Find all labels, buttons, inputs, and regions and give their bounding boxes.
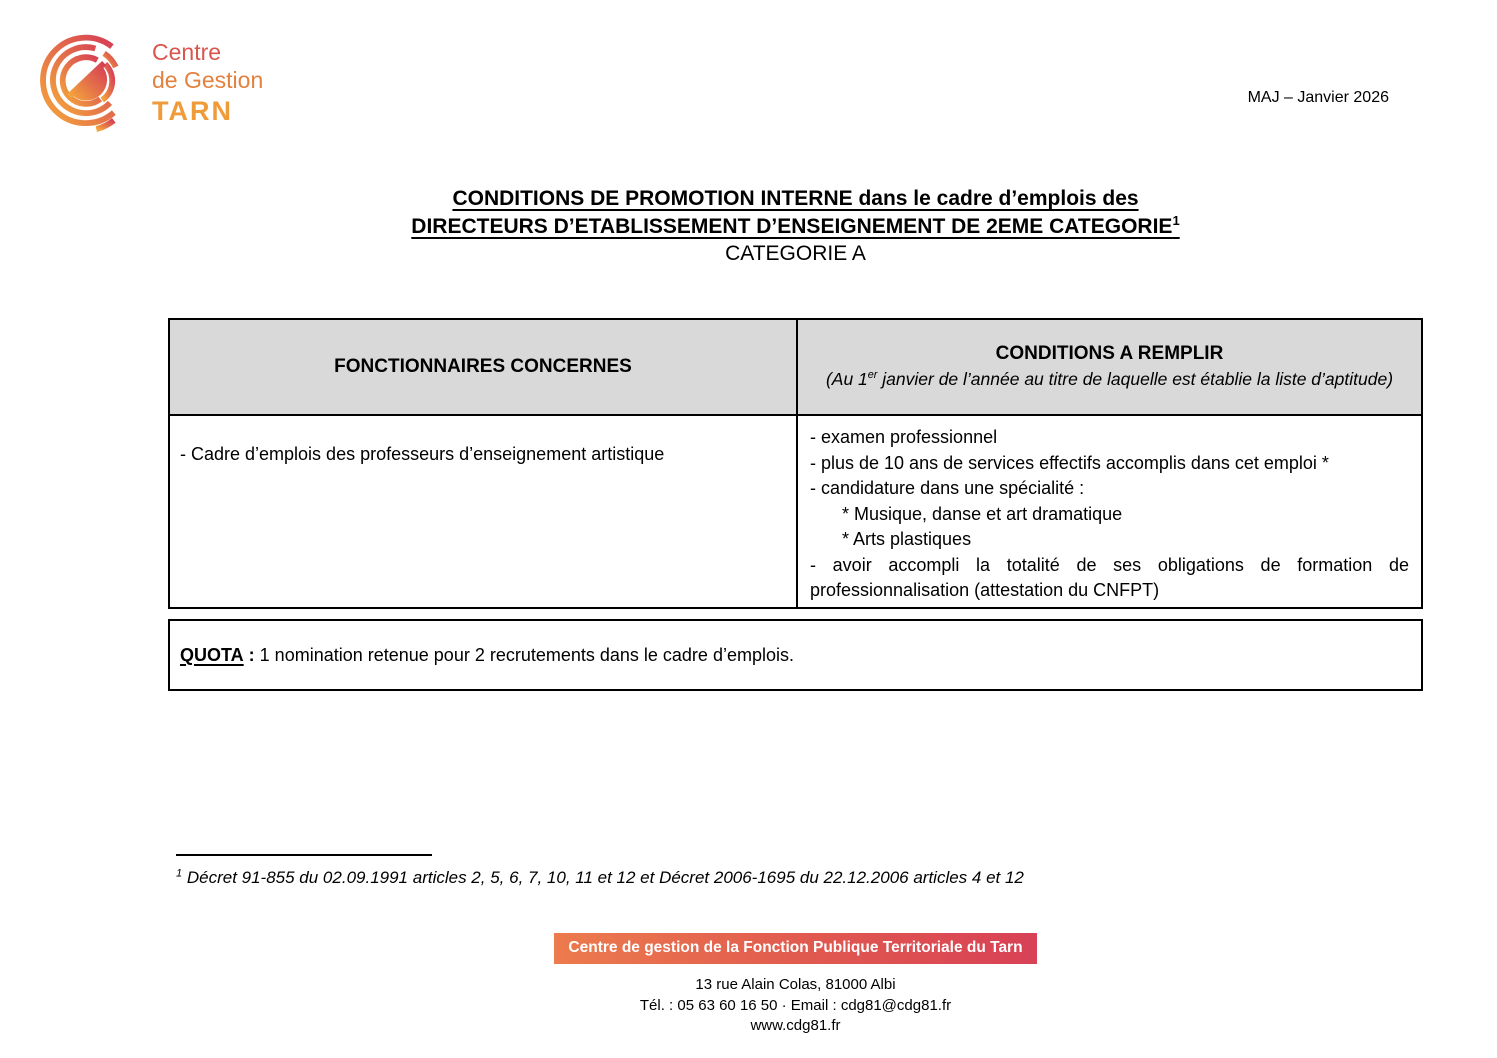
footer-contact-line: Tél. : 05 63 60 16 50 · Email : cdg81@cdg81.fr: [639, 996, 952, 1014]
cell-cadre-emplois: [170, 416, 798, 607]
condition-item: * Arts plastiques: [842, 529, 972, 549]
conditions-table: [168, 318, 1423, 609]
page-title: [168, 185, 1423, 268]
footer-website: www.cdg81.fr: [750, 1017, 841, 1034]
table-header-row: [170, 320, 1421, 416]
footer-address-block: [168, 975, 1423, 1037]
title-footnote-ref: 1: [1172, 212, 1180, 228]
header-cell-conditions: [798, 320, 1421, 414]
header-cell-fonctionnaires: [170, 320, 798, 414]
footnote-separator: [176, 854, 432, 856]
logo-line-tarn: TARN: [152, 96, 233, 126]
col2-subheader: (Au 1er janvier de l’année au titre de laquelle est établie la liste d’aptitude): [825, 368, 1394, 389]
condition-item: - examen professionnel: [810, 427, 998, 447]
title-line-1: CONDITIONS DE PROMOTION INTERNE dans le cadre d’emplois des: [452, 187, 1139, 210]
condition-item: * Musique, danse et art dramatique: [842, 503, 1123, 524]
title-line-3: CATEGORIE A: [725, 242, 866, 265]
footnote: [176, 868, 1024, 888]
footer-address-line: 13 rue Alain Colas, 81000 Albi: [695, 976, 896, 993]
table-body-row: [170, 416, 1421, 607]
update-date: MAJ – Janvier 2026: [1247, 89, 1389, 106]
cdg-tarn-logo-icon: [40, 22, 142, 144]
cadre-emplois-text: - Cadre d’emplois des professeurs d’enseignement artistique: [180, 444, 665, 464]
logo-line-de-gestion: de Gestion: [152, 67, 264, 93]
footer-banner: Centre de gestion de la Fonction Publique Territoriale du Tarn: [554, 933, 1036, 964]
logo-line-centre: Centre: [152, 39, 222, 65]
condition-item: - candidature dans une spécialité :: [810, 478, 1085, 498]
cdg-tarn-logo: [40, 22, 300, 147]
quota-colon: :: [243, 644, 260, 665]
condition-item: - plus de 10 ans de services effectifs accomplis dans cet emploi *: [810, 452, 1329, 473]
footnote-number: 1: [176, 867, 183, 880]
quota-text: 1 nomination retenue pour 2 recrutements dans le cadre d’emplois.: [259, 644, 794, 665]
col1-header: FONCTIONNAIRES CONCERNES: [334, 356, 632, 377]
condition-item: - avoir accompli la totalité de ses obligations de formation de professionnalisation (attestation du CNFPT): [810, 554, 1409, 600]
quota-label: QUOTA: [180, 644, 244, 665]
footer: [168, 933, 1423, 964]
title-line-2: DIRECTEURS D’ETABLISSEMENT D’ENSEIGNEMENT DE 2EME CATEGORIE$^1$: [411, 212, 1180, 238]
col2-header: CONDITIONS A REMPLIR: [995, 342, 1224, 364]
quota-row: [168, 619, 1423, 691]
logo-wordmark: [152, 38, 263, 125]
footnote-text: Décret 91-855 du 02.09.1991 articles 2, 5, 6, 7, 10, 11 et 12 et Décret 2006-1695 du 22.12.2006 articles 4 et 12: [182, 868, 1024, 887]
cell-conditions-list: [798, 416, 1421, 607]
